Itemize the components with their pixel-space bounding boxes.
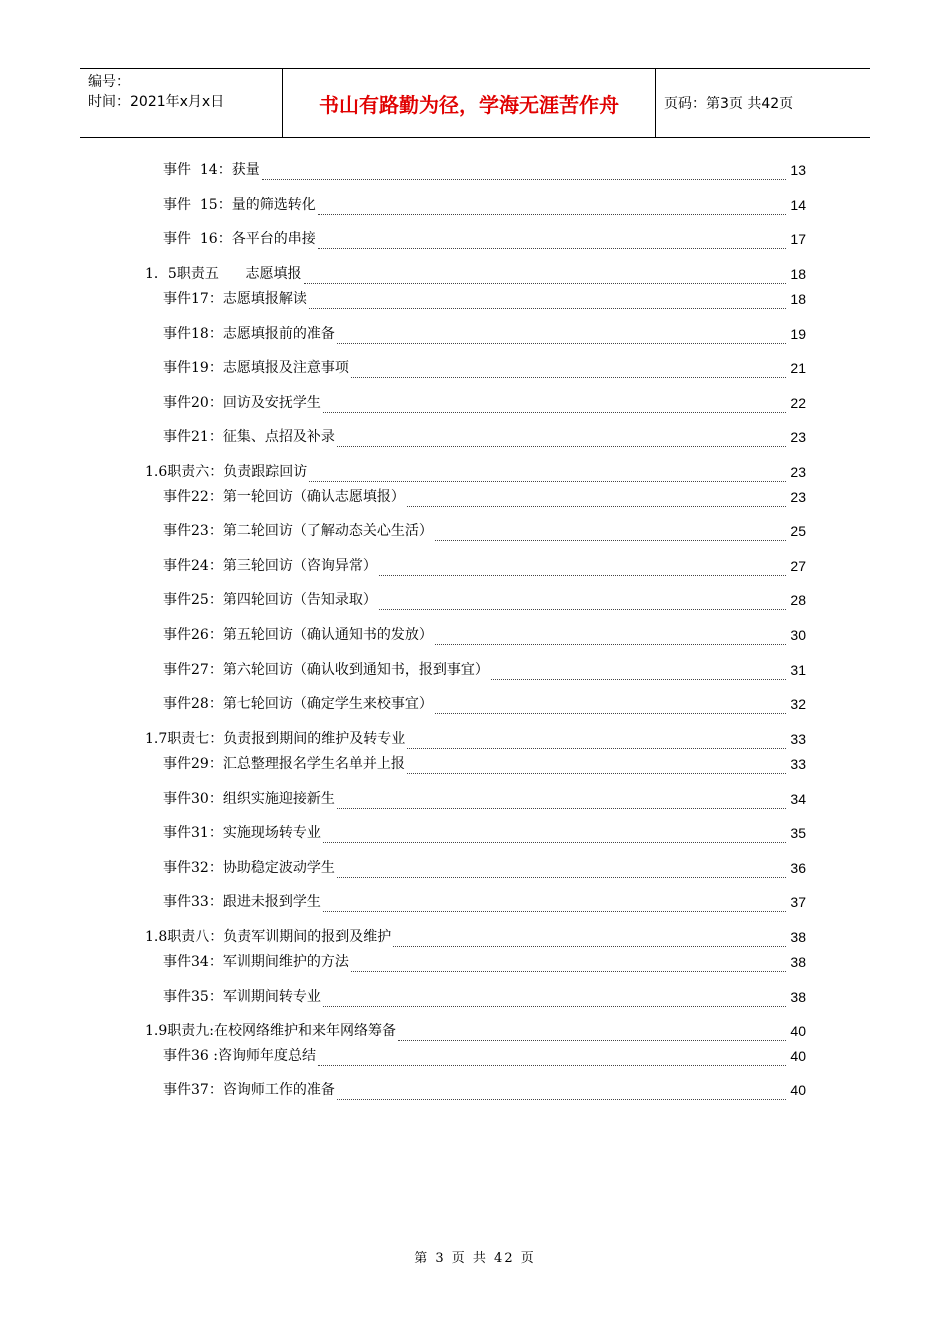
toc-entry-page-number: 19	[790, 326, 806, 342]
toc-entry-page-number: 25	[790, 523, 806, 539]
toc-entry-page-number: 18	[790, 291, 806, 307]
toc-entry[interactable]	[163, 789, 806, 809]
toc-leader-dots	[351, 957, 786, 972]
toc-entry-page-number: 13	[790, 162, 806, 178]
toc-entry-label: 事件35：军训期间转专业	[163, 989, 321, 1005]
header-page-info: 页码：第3页 共42页	[664, 96, 794, 112]
toc-entry[interactable]	[163, 487, 806, 507]
toc-entry-label: 事件 15：量的筛选转化	[163, 197, 316, 213]
toc-entry-label: 事件31：实施现场转专业	[163, 825, 321, 841]
toc-entry[interactable]	[163, 987, 806, 1007]
toc-leader-dots	[323, 828, 786, 843]
toc-entry-label: 事件26：第五轮回访（确认通知书的发放）	[163, 627, 433, 643]
toc-leader-dots	[337, 1085, 786, 1100]
toc-leader-dots	[318, 200, 786, 215]
header-motto-cell	[282, 69, 656, 137]
toc-entry[interactable]	[163, 754, 806, 774]
toc-entry-label: 事件20：回访及安抚学生	[163, 395, 321, 411]
toc-entry[interactable]	[163, 195, 806, 215]
toc-entry-page-number: 23	[790, 489, 806, 505]
toc-leader-dots	[351, 363, 786, 378]
toc-leader-dots	[318, 234, 786, 249]
toc-entry[interactable]	[145, 264, 806, 284]
toc-entry[interactable]	[163, 358, 806, 378]
toc-entry-page-number: 32	[790, 696, 806, 712]
toc-entry-label: 1.7职责七：负责报到期间的维护及转专业	[145, 731, 406, 747]
toc-entry-label: 事件37：咨询师工作的准备	[163, 1082, 335, 1098]
toc-entry[interactable]	[163, 694, 806, 714]
toc-entry-page-number: 38	[790, 929, 806, 945]
toc-entry-page-number: 33	[790, 731, 806, 747]
toc-leader-dots	[323, 897, 786, 912]
header-meta	[88, 72, 278, 112]
toc-leader-dots	[407, 759, 786, 774]
toc-entry[interactable]	[145, 927, 806, 947]
toc-entry-label: 事件 16：各平台的串接	[163, 231, 316, 247]
toc-entry-label: 事件 14：获量	[163, 162, 260, 178]
page-header	[80, 68, 870, 138]
toc-entry-label: 事件23：第二轮回访（了解动态关心生活）	[163, 523, 433, 539]
toc-leader-dots	[393, 932, 786, 947]
toc-entry-page-number: 23	[790, 464, 806, 480]
toc-entry[interactable]	[163, 892, 806, 912]
toc-entry[interactable]	[163, 521, 806, 541]
toc-leader-dots	[337, 329, 786, 344]
toc-entry-label: 事件21：征集、点招及补录	[163, 429, 335, 445]
toc-leader-dots	[491, 665, 786, 680]
toc-leader-dots	[407, 734, 786, 749]
toc-entry-page-number: 22	[790, 395, 806, 411]
toc-leader-dots	[379, 595, 786, 610]
toc-entry[interactable]	[163, 660, 806, 680]
toc-entry-page-number: 38	[790, 989, 806, 1005]
toc-entry[interactable]	[163, 823, 806, 843]
toc-leader-dots	[318, 1051, 786, 1066]
toc-entry-page-number: 14	[790, 197, 806, 213]
toc-leader-dots	[435, 526, 786, 541]
toc-entry-label: 事件32：协助稳定波动学生	[163, 860, 335, 876]
toc-entry-label: 事件33：跟进未报到学生	[163, 894, 321, 910]
toc-entry[interactable]	[163, 625, 806, 645]
toc-entry-label: 事件29：汇总整理报名学生名单并上报	[163, 756, 405, 772]
toc-entry-page-number: 37	[790, 894, 806, 910]
toc-entry-page-number: 31	[790, 662, 806, 678]
toc-entry-label: 1.6职责六：负责跟踪回访	[145, 464, 308, 480]
toc-entry-label: 事件34：军训期间维护的方法	[163, 954, 349, 970]
document-date-label: 时间：2021年x月x日	[88, 94, 225, 110]
toc-entry-page-number: 23	[790, 429, 806, 445]
toc-entry-label: 事件19：志愿填报及注意事项	[163, 360, 349, 376]
toc-entry[interactable]	[163, 427, 806, 447]
toc-entry[interactable]	[163, 324, 806, 344]
toc-entry-page-number: 27	[790, 558, 806, 574]
toc-entry-label: 事件30：组织实施迎接新生	[163, 791, 335, 807]
toc-entry-label: 事件18：志愿填报前的准备	[163, 326, 335, 342]
toc-entry[interactable]	[163, 393, 806, 413]
toc-entry-page-number: 35	[790, 825, 806, 841]
toc-entry-label: 事件22：第一轮回访（确认志愿填报）	[163, 489, 405, 505]
toc-entry-page-number: 30	[790, 627, 806, 643]
toc-leader-dots	[435, 699, 786, 714]
toc-entry-label: 事件17：志愿填报解读	[163, 291, 307, 307]
toc-entry-label: 事件36 :咨询师年度总结	[163, 1048, 316, 1064]
toc-leader-dots	[337, 432, 786, 447]
toc-leader-dots	[304, 269, 786, 284]
toc-entry[interactable]	[163, 289, 806, 309]
toc-entry-page-number: 33	[790, 756, 806, 772]
toc-leader-dots	[407, 492, 786, 507]
toc-leader-dots	[309, 467, 786, 482]
toc-entry[interactable]	[145, 462, 806, 482]
toc-entry[interactable]	[163, 556, 806, 576]
toc-entry-page-number: 21	[790, 360, 806, 376]
toc-entry-page-number: 34	[790, 791, 806, 807]
toc-leader-dots	[398, 1026, 786, 1041]
toc-entry[interactable]	[163, 1046, 806, 1066]
toc-leader-dots	[435, 630, 786, 645]
toc-entry-label: 事件25：第四轮回访（告知录取）	[163, 592, 377, 608]
toc-entry-label: 事件27：第六轮回访（确认收到通知书，报到事宜）	[163, 662, 489, 678]
toc-entry-page-number: 40	[790, 1082, 806, 1098]
page-footer: 第 3 页 共 42 页	[414, 1251, 536, 1266]
toc-leader-dots	[323, 398, 786, 413]
document-number-label: 编号：	[88, 74, 130, 90]
toc-leader-dots	[379, 561, 786, 576]
toc-entry-page-number: 28	[790, 592, 806, 608]
toc-entry-page-number: 17	[790, 231, 806, 247]
toc-entry[interactable]	[163, 858, 806, 878]
toc-entry[interactable]	[145, 1021, 806, 1041]
toc-entry-label: 事件28：第七轮回访（确定学生来校事宜）	[163, 696, 433, 712]
toc-entry-label: 1.9职责九:在校网络维护和来年网络筹备	[145, 1023, 396, 1039]
toc-entry-page-number: 40	[790, 1023, 806, 1039]
toc-entry-page-number: 40	[790, 1048, 806, 1064]
toc-leader-dots	[337, 863, 786, 878]
toc-entry[interactable]	[163, 160, 806, 180]
toc-leader-dots	[337, 794, 786, 809]
toc-entry-page-number: 36	[790, 860, 806, 876]
toc-entry[interactable]	[163, 229, 806, 249]
toc-leader-dots	[323, 992, 786, 1007]
toc-entry-page-number: 38	[790, 954, 806, 970]
toc-entry[interactable]	[163, 952, 806, 972]
toc-entry[interactable]	[145, 729, 806, 749]
toc-entry-label: 1．5职责五 志愿填报	[145, 266, 302, 282]
toc-leader-dots	[309, 294, 786, 309]
toc-entry-label: 1.8职责八：负责军训期间的报到及维护	[145, 929, 392, 945]
toc-entry-label: 事件24：第三轮回访（咨询异常）	[163, 558, 377, 574]
toc-leader-dots	[262, 165, 786, 180]
toc-entry-page-number: 18	[790, 266, 806, 282]
header-motto: 书山有路勤为径，学海无涯苦作舟	[319, 92, 619, 117]
toc-entry[interactable]	[163, 1080, 806, 1100]
toc-entry[interactable]	[163, 590, 806, 610]
